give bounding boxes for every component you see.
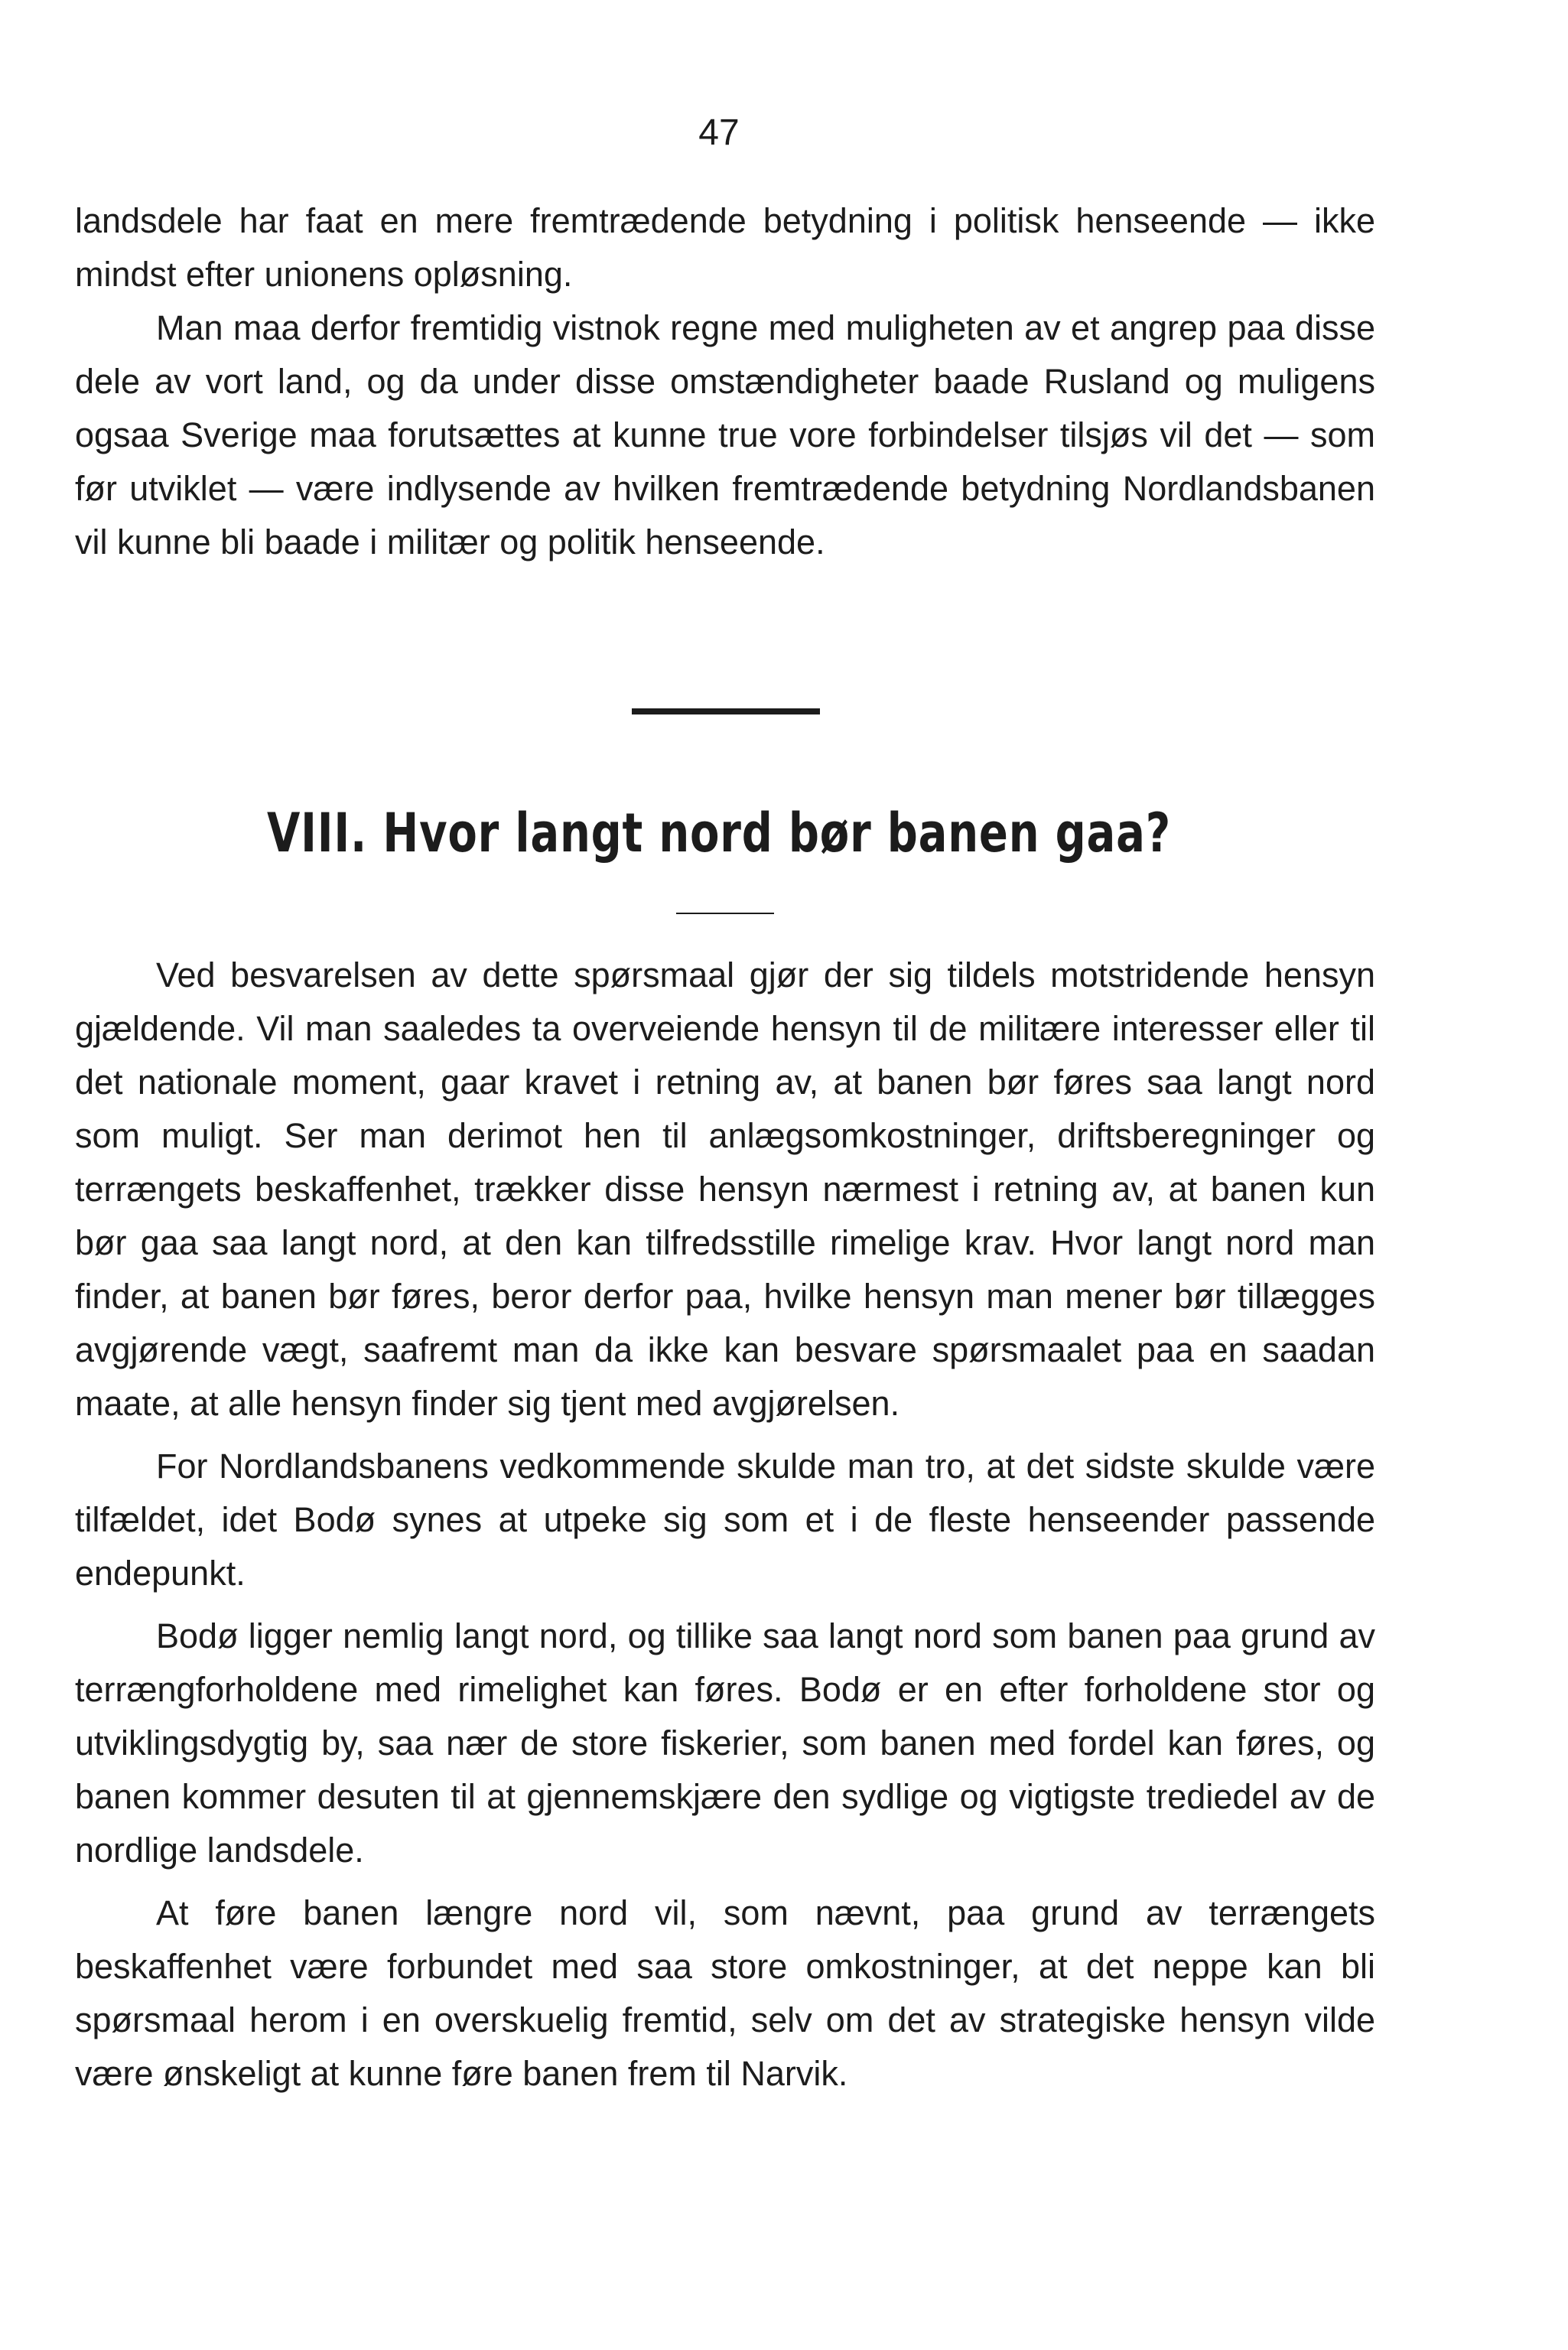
paragraph: For Nordlandsbanens vedkommende skulde man tro, at det sidste skulde være tilfældet, idet Bodø synes at utpeke sig som et i de fleste henseender passende endepunkt. xyxy=(75,1447,1375,1593)
paragraph: Ved besvarelsen av dette spørsmaal gjør der sig tildels motstridende hensyn gjældende. Vil man saaledes ta overveiende hensyn til de militære interesser eller til det nationale moment, gaar kravet i retning av, at banen bør føres saa langt nord som muligt. Ser man derimot hen til anlægsomkostninger, driftsberegninger og terrængets beskaffenhet, trækker disse hensyn nærmest i retning av, at banen kun bør gaa saa langt nord, at den kan tilfredsstille rimelige krav. Hvor langt nord man finder, at banen bør føres, beror derfor paa, hvilke hensyn man mener bør tillægges avgjørende vægt, saafremt man da ikke kan besvare spørsmaalet paa en saadan maate, at alle hensyn finder sig tjent med avgjørelsen. xyxy=(75,955,1375,1423)
paragraph: Bodø ligger nemlig langt nord, og tillike saa langt nord som banen paa grund av terrængforholdene med rimelighet kan føres. Bodø er en efter forholdene stor og utviklingsdygtig by, saa nær de store fiskerier, som banen med fordel kan føres, og banen kommer desuten til at gjennemskjære den sydlige og vigtigste trediedel av de nordlige landsdele. xyxy=(75,1616,1375,1870)
heading-underline-rule xyxy=(676,913,774,914)
paragraph: At føre banen længre nord vil, som nævnt, paa grund av terrængets beskaffenhet være forbundet med saa store omkostninger, at det neppe kan bli spørsmaal herom i en overskuelig fremtid, selv om det av strategiske hensyn vilde være ønskeligt at kunne føre banen frem til Narvik. xyxy=(75,1893,1375,2093)
paragraph: landsdele har faat en mere fremtrædende betydning i politisk henseende — ikke mindst efter unionens opløsning. xyxy=(75,201,1375,294)
section-heading: VIII. Hvor langt nord bør banen gaa? xyxy=(266,802,1172,864)
page-number: 47 xyxy=(698,112,740,153)
continued-text xyxy=(75,194,1375,569)
section-text xyxy=(75,949,1375,2101)
section-divider xyxy=(632,708,820,714)
paragraph: Man maa derfor fremtidig vistnok regne med muligheten av et angrep paa disse dele av vort land, og da under disse omstændigheter baade Rusland og muligens ogsaa Sverige maa forutsættes at kunne true vore forbindelser tilsjøs vil det — som før utviklet — være indlysende av hvilken fremtrædende betydning Nordlandsbanen vil kunne bli baade i militær og politik henseende. xyxy=(75,308,1375,561)
